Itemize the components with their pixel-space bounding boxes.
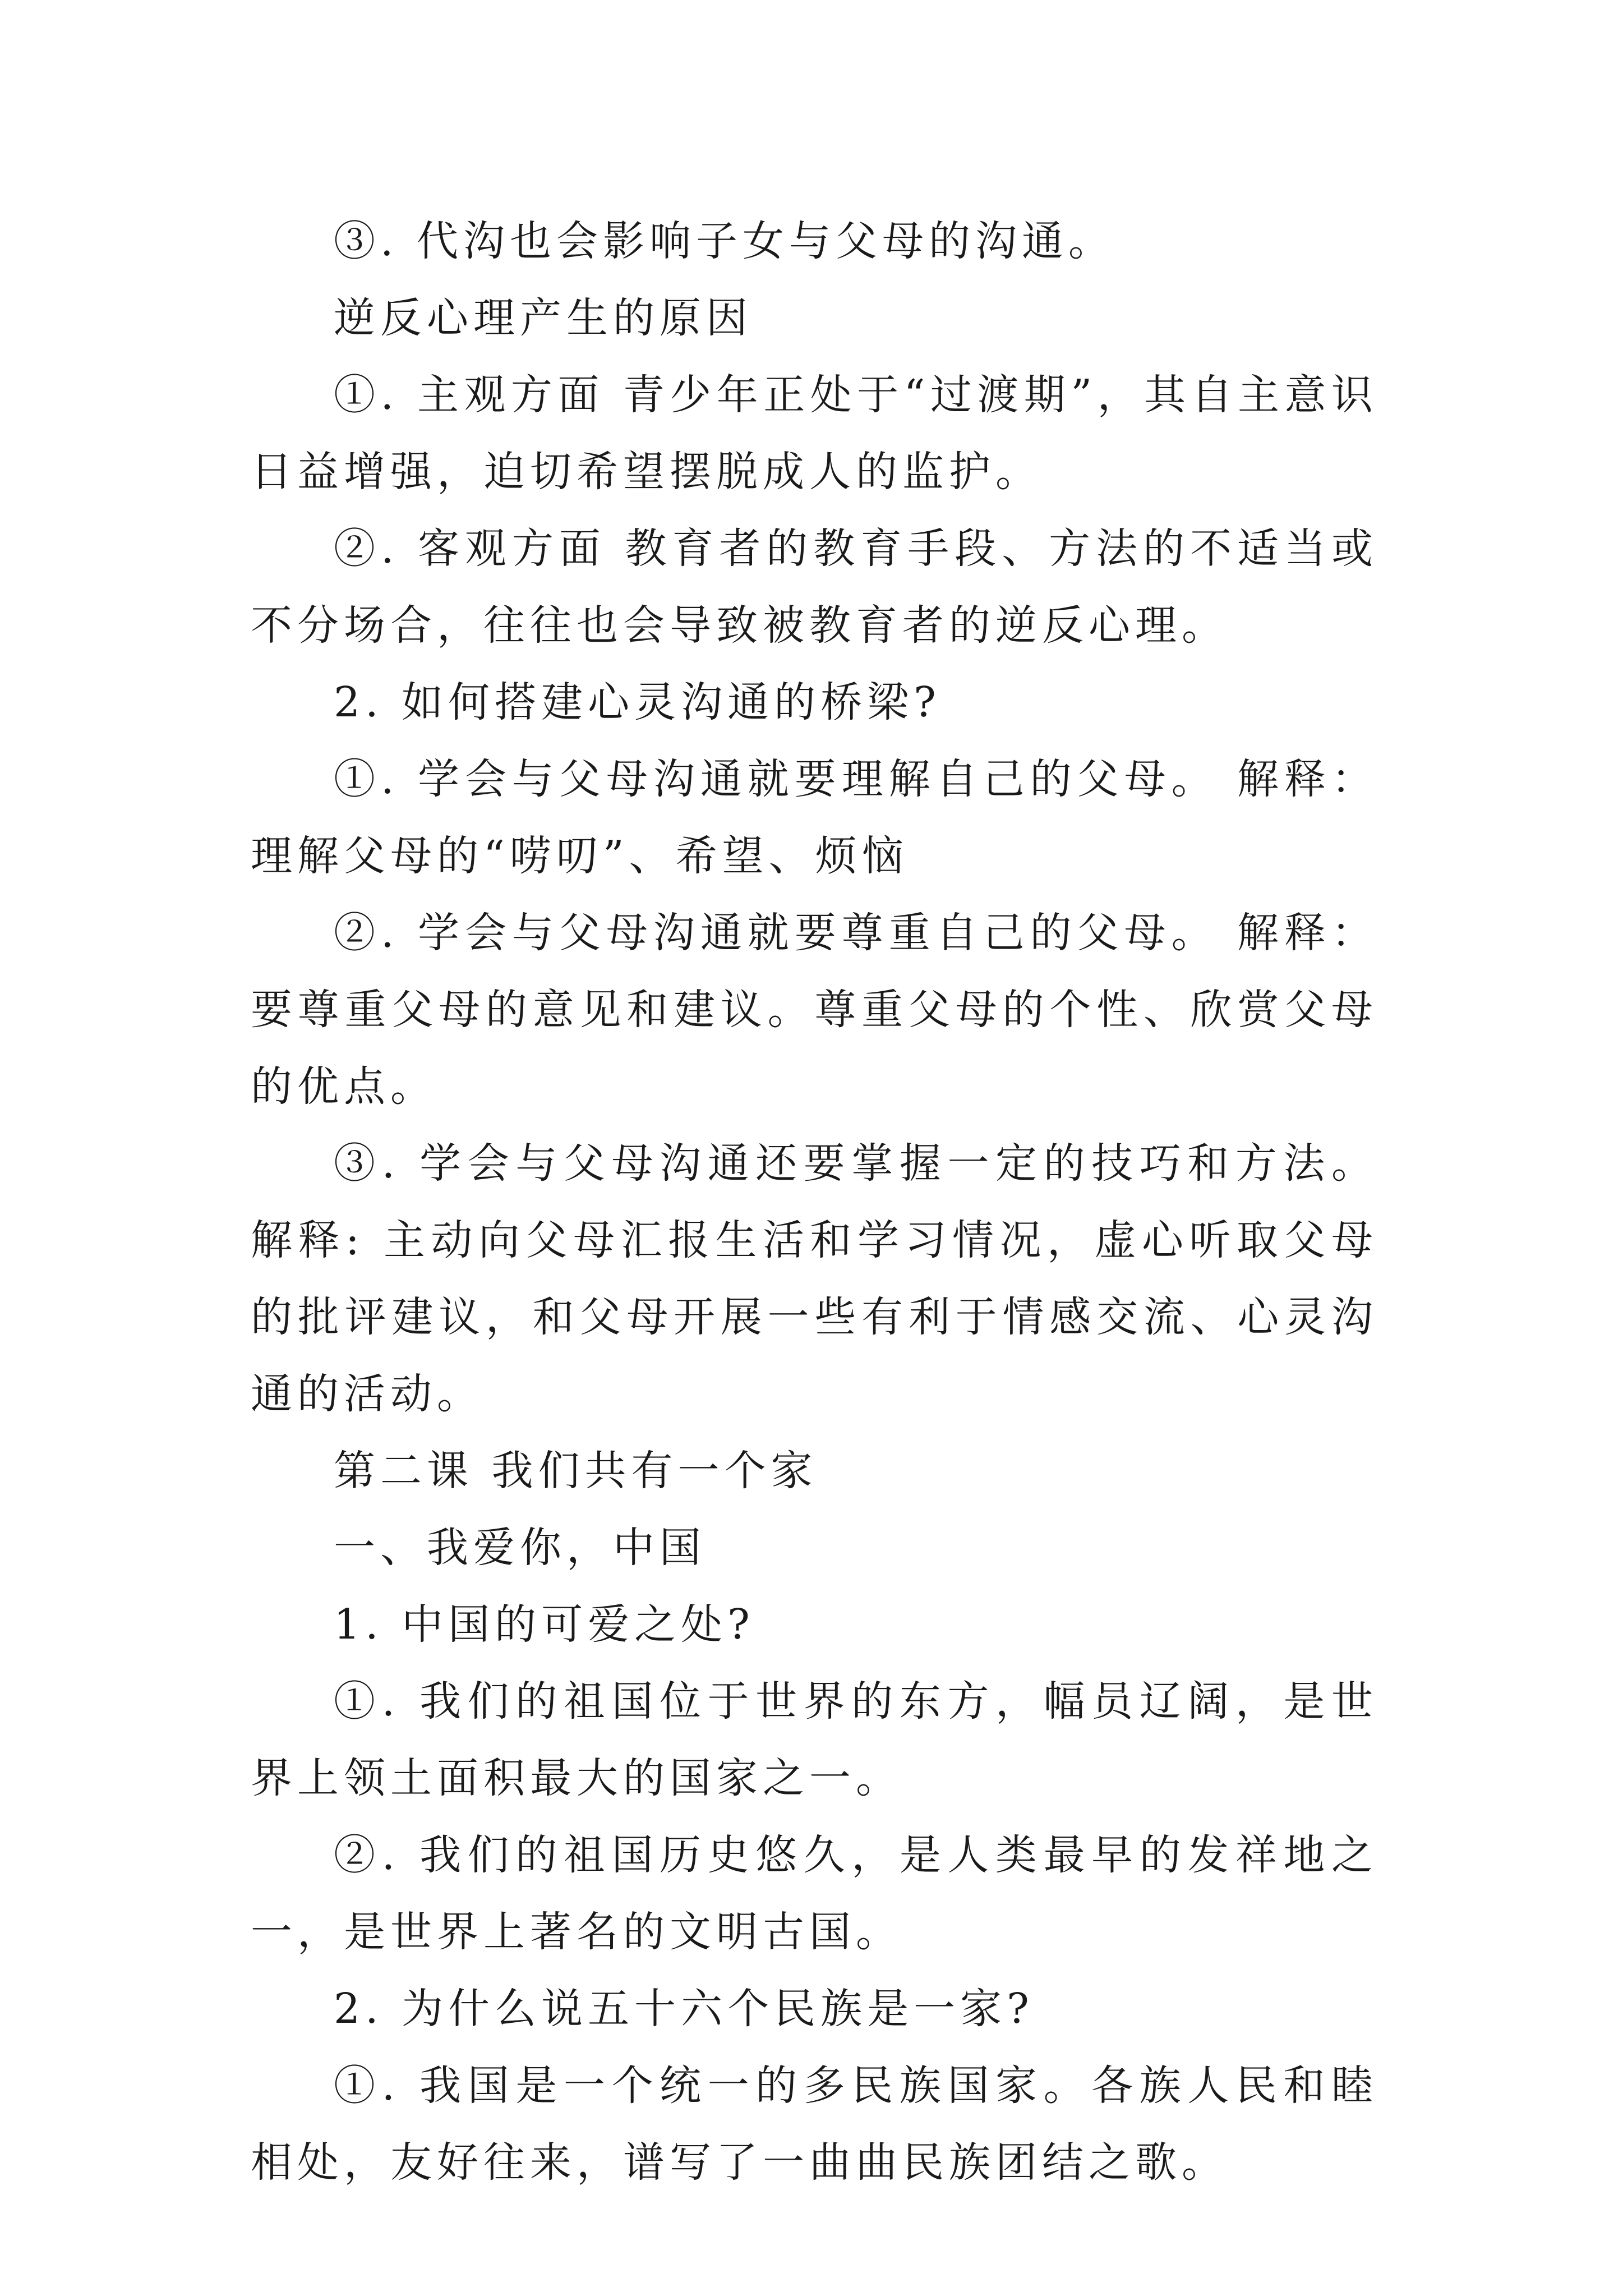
paragraph-respect-parents: ②. 学会与父母沟通就要尊重自己的父母。 解释：要尊重父母的意见和建议。尊重父母的个性、欣赏父母的优点。 — [251, 909, 1378, 1111]
paragraph-objective-cause: ②. 客观方面 教育者的教育手段、方法的不适当或不分场合，往往也会导致被教育者的逆反心理。 — [251, 524, 1378, 650]
heading-love-china: 一、我爱你，中国 — [334, 1524, 706, 1572]
document-page — [251, 203, 1378, 2201]
paragraph-subjective-cause: ①. 主观方面 青少年正处于“过渡期”，其自主意识日益增强，迫切希望摆脱成人的监护。 — [251, 371, 1378, 496]
paragraph-unified-nation: ①. 我国是一个统一的多民族国家。各族人民和睦相处，友好往来，谱写了一曲曲民族团结之歌。 — [251, 2062, 1378, 2187]
heading-lovely-china: 1. 中国的可爱之处? — [334, 1600, 755, 1649]
heading-lesson-two: 第二课 我们共有一个家 — [334, 1447, 818, 1495]
paragraph-skills-methods: ③. 学会与父母沟通还要掌握一定的技巧和方法。 解释: 主动向父母汇报生活和学习情况，虚心听取父母的批评建议，和父母开展一些有利于情感交流、心灵沟通的活动。 — [251, 1139, 1378, 1418]
heading-fifty-six-nations: 2. 为什么说五十六个民族是一家? — [334, 1985, 1034, 2033]
heading-rebellion-causes: 逆反心理产生的原因 — [334, 294, 753, 342]
heading-communication-bridge: 2. 如何搭建心灵沟通的桥梁? — [334, 678, 941, 726]
paragraph-generation-gap: ③. 代沟也会影响子女与父母的沟通。 — [334, 217, 1115, 265]
paragraph-understand-parents: ①. 学会与父母沟通就要理解自己的父母。 解释：理解父母的“唠叨”、希望、烦恼 — [251, 755, 1378, 880]
paragraph-geography: ①. 我们的祖国位于世界的东方，幅员辽阔，是世界上领土面积最大的国家之一。 — [251, 1677, 1378, 1802]
paragraph-history: ②. 我们的祖国历史悠久，是人类最早的发祥地之一，是世界上著名的文明古国。 — [251, 1831, 1378, 1956]
